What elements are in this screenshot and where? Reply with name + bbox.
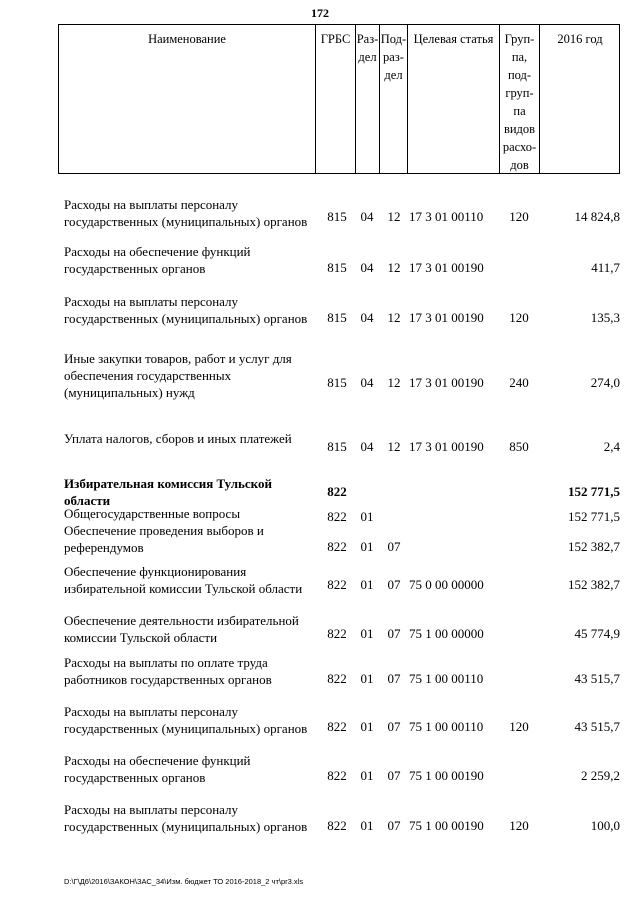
row-grbs: 815 bbox=[327, 310, 347, 325]
row-vid-rashodov: 240 bbox=[509, 375, 529, 390]
row-celevaya: 17 3 01 00110 bbox=[409, 209, 484, 224]
row-celevaya: 75 1 00 00190 bbox=[409, 768, 484, 783]
row-razdel: 04 bbox=[360, 375, 374, 390]
row-celevaya: 75 0 00 00000 bbox=[409, 577, 484, 592]
row-grbs: 822 bbox=[327, 671, 347, 686]
row-name: Общегосударственные вопросы bbox=[64, 506, 241, 521]
row-razdel: 01 bbox=[360, 509, 374, 524]
file-path-footer: D:\Г\Д6\2016\ЗАКОН\ЗАС_34\Изм. бюджет ТО 2016-2018_2 чт\pr3.xls bbox=[64, 877, 304, 886]
row-podrazdel: 12 bbox=[387, 209, 401, 224]
row-name: Обеспечение функционирования избирательной комиссии Тульской области bbox=[64, 564, 303, 596]
row-name: Избирательная комиссия Тульской области bbox=[64, 476, 272, 508]
header-celevaya: Целевая статья bbox=[407, 25, 499, 173]
row-celevaya: 17 3 01 00190 bbox=[409, 310, 484, 325]
row-amount: 45 774,9 bbox=[574, 626, 620, 641]
row-razdel: 01 bbox=[360, 818, 374, 833]
row-name: Обеспечение деятельности избирательной комиссии Тульской области bbox=[64, 613, 299, 645]
row-razdel: 01 bbox=[360, 768, 374, 783]
row-name: Обеспечение проведения выборов и референдумов bbox=[64, 523, 264, 555]
row-razdel: 01 bbox=[360, 539, 374, 554]
row-name: Уплата налогов, сборов и иных платежей bbox=[64, 431, 292, 446]
row-name: Расходы на выплаты персоналу государственных (муниципальных) органов bbox=[64, 197, 308, 229]
row-podrazdel: 07 bbox=[387, 539, 401, 554]
row-amount: 100,0 bbox=[590, 818, 620, 833]
header-gruppa: Груп- па, под- груп- па видов расхо- дов bbox=[499, 25, 539, 173]
row-name: Иные закупки товаров, работ и услуг для обеспечения государственных (муниципальных) нужд bbox=[64, 351, 292, 400]
row-grbs: 822 bbox=[327, 768, 347, 783]
row-amount: 152 382,7 bbox=[568, 539, 620, 554]
row-razdel: 04 bbox=[360, 439, 374, 454]
row-amount: 43 515,7 bbox=[574, 719, 620, 734]
row-grbs: 815 bbox=[327, 375, 347, 390]
row-razdel: 04 bbox=[360, 310, 374, 325]
row-celevaya: 75 1 00 00110 bbox=[409, 719, 484, 734]
header-podrazdel: Под- раз- дел bbox=[379, 25, 407, 173]
row-amount: 14 824,8 bbox=[574, 209, 620, 224]
row-podrazdel: 07 bbox=[387, 577, 401, 592]
row-vid-rashodov: 850 bbox=[509, 439, 529, 454]
row-name: Расходы на выплаты персоналу государственных (муниципальных) органов bbox=[64, 704, 308, 736]
row-amount: 152 771,5 bbox=[568, 484, 620, 499]
row-razdel: 04 bbox=[360, 209, 374, 224]
row-amount: 135,3 bbox=[590, 310, 620, 325]
header-year: 2016 год bbox=[539, 25, 620, 173]
row-podrazdel: 07 bbox=[387, 626, 401, 641]
row-podrazdel: 07 bbox=[387, 719, 401, 734]
row-name: Расходы на обеспечение функций государственных органов bbox=[64, 244, 251, 276]
row-amount: 43 515,7 bbox=[574, 671, 620, 686]
row-vid-rashodov: 120 bbox=[509, 310, 529, 325]
row-podrazdel: 07 bbox=[387, 768, 401, 783]
row-grbs: 815 bbox=[327, 439, 347, 454]
row-podrazdel: 07 bbox=[387, 818, 401, 833]
row-podrazdel: 12 bbox=[387, 310, 401, 325]
row-podrazdel: 12 bbox=[387, 260, 401, 275]
table-header bbox=[58, 24, 620, 174]
row-grbs: 822 bbox=[327, 509, 347, 524]
row-celevaya: 75 1 00 00190 bbox=[409, 818, 484, 833]
row-amount: 274,0 bbox=[590, 375, 620, 390]
row-amount: 2 259,2 bbox=[581, 768, 620, 783]
row-grbs: 822 bbox=[327, 539, 347, 554]
row-name: Расходы на выплаты по оплате труда работников государственных органов bbox=[64, 655, 272, 687]
row-podrazdel: 07 bbox=[387, 671, 401, 686]
row-celevaya: 17 3 01 00190 bbox=[409, 439, 484, 454]
row-name: Расходы на обеспечение функций государственных органов bbox=[64, 753, 251, 785]
row-razdel: 01 bbox=[360, 671, 374, 686]
row-razdel: 01 bbox=[360, 719, 374, 734]
header-razdel: Раз- дел bbox=[355, 25, 379, 173]
row-vid-rashodov: 120 bbox=[509, 209, 529, 224]
row-podrazdel: 12 bbox=[387, 439, 401, 454]
page-number: 172 bbox=[311, 6, 329, 20]
row-podrazdel: 12 bbox=[387, 375, 401, 390]
row-vid-rashodov: 120 bbox=[509, 719, 529, 734]
row-vid-rashodov: 120 bbox=[509, 818, 529, 833]
row-grbs: 815 bbox=[327, 209, 347, 224]
row-amount: 2,4 bbox=[603, 439, 620, 454]
row-celevaya: 17 3 01 00190 bbox=[409, 260, 484, 275]
row-razdel: 01 bbox=[360, 577, 374, 592]
row-name: Расходы на выплаты персоналу государственных (муниципальных) органов bbox=[64, 294, 308, 326]
row-grbs: 815 bbox=[327, 260, 347, 275]
row-razdel: 01 bbox=[360, 626, 374, 641]
row-grbs: 822 bbox=[327, 577, 347, 592]
row-grbs: 822 bbox=[327, 626, 347, 641]
row-celevaya: 75 1 00 00110 bbox=[409, 671, 484, 686]
header-grbs: ГРБС bbox=[315, 25, 355, 173]
row-celevaya: 75 1 00 00000 bbox=[409, 626, 484, 641]
row-name: Расходы на выплаты персоналу государственных (муниципальных) органов bbox=[64, 802, 308, 834]
row-amount: 411,7 bbox=[591, 260, 620, 275]
row-amount: 152 771,5 bbox=[568, 509, 620, 524]
row-amount: 152 382,7 bbox=[568, 577, 620, 592]
header-name: Наименование bbox=[148, 32, 226, 46]
row-grbs: 822 bbox=[327, 719, 347, 734]
row-grbs: 822 bbox=[327, 484, 347, 499]
row-celevaya: 17 3 01 00190 bbox=[409, 375, 484, 390]
row-razdel: 04 bbox=[360, 260, 374, 275]
row-grbs: 822 bbox=[327, 818, 347, 833]
